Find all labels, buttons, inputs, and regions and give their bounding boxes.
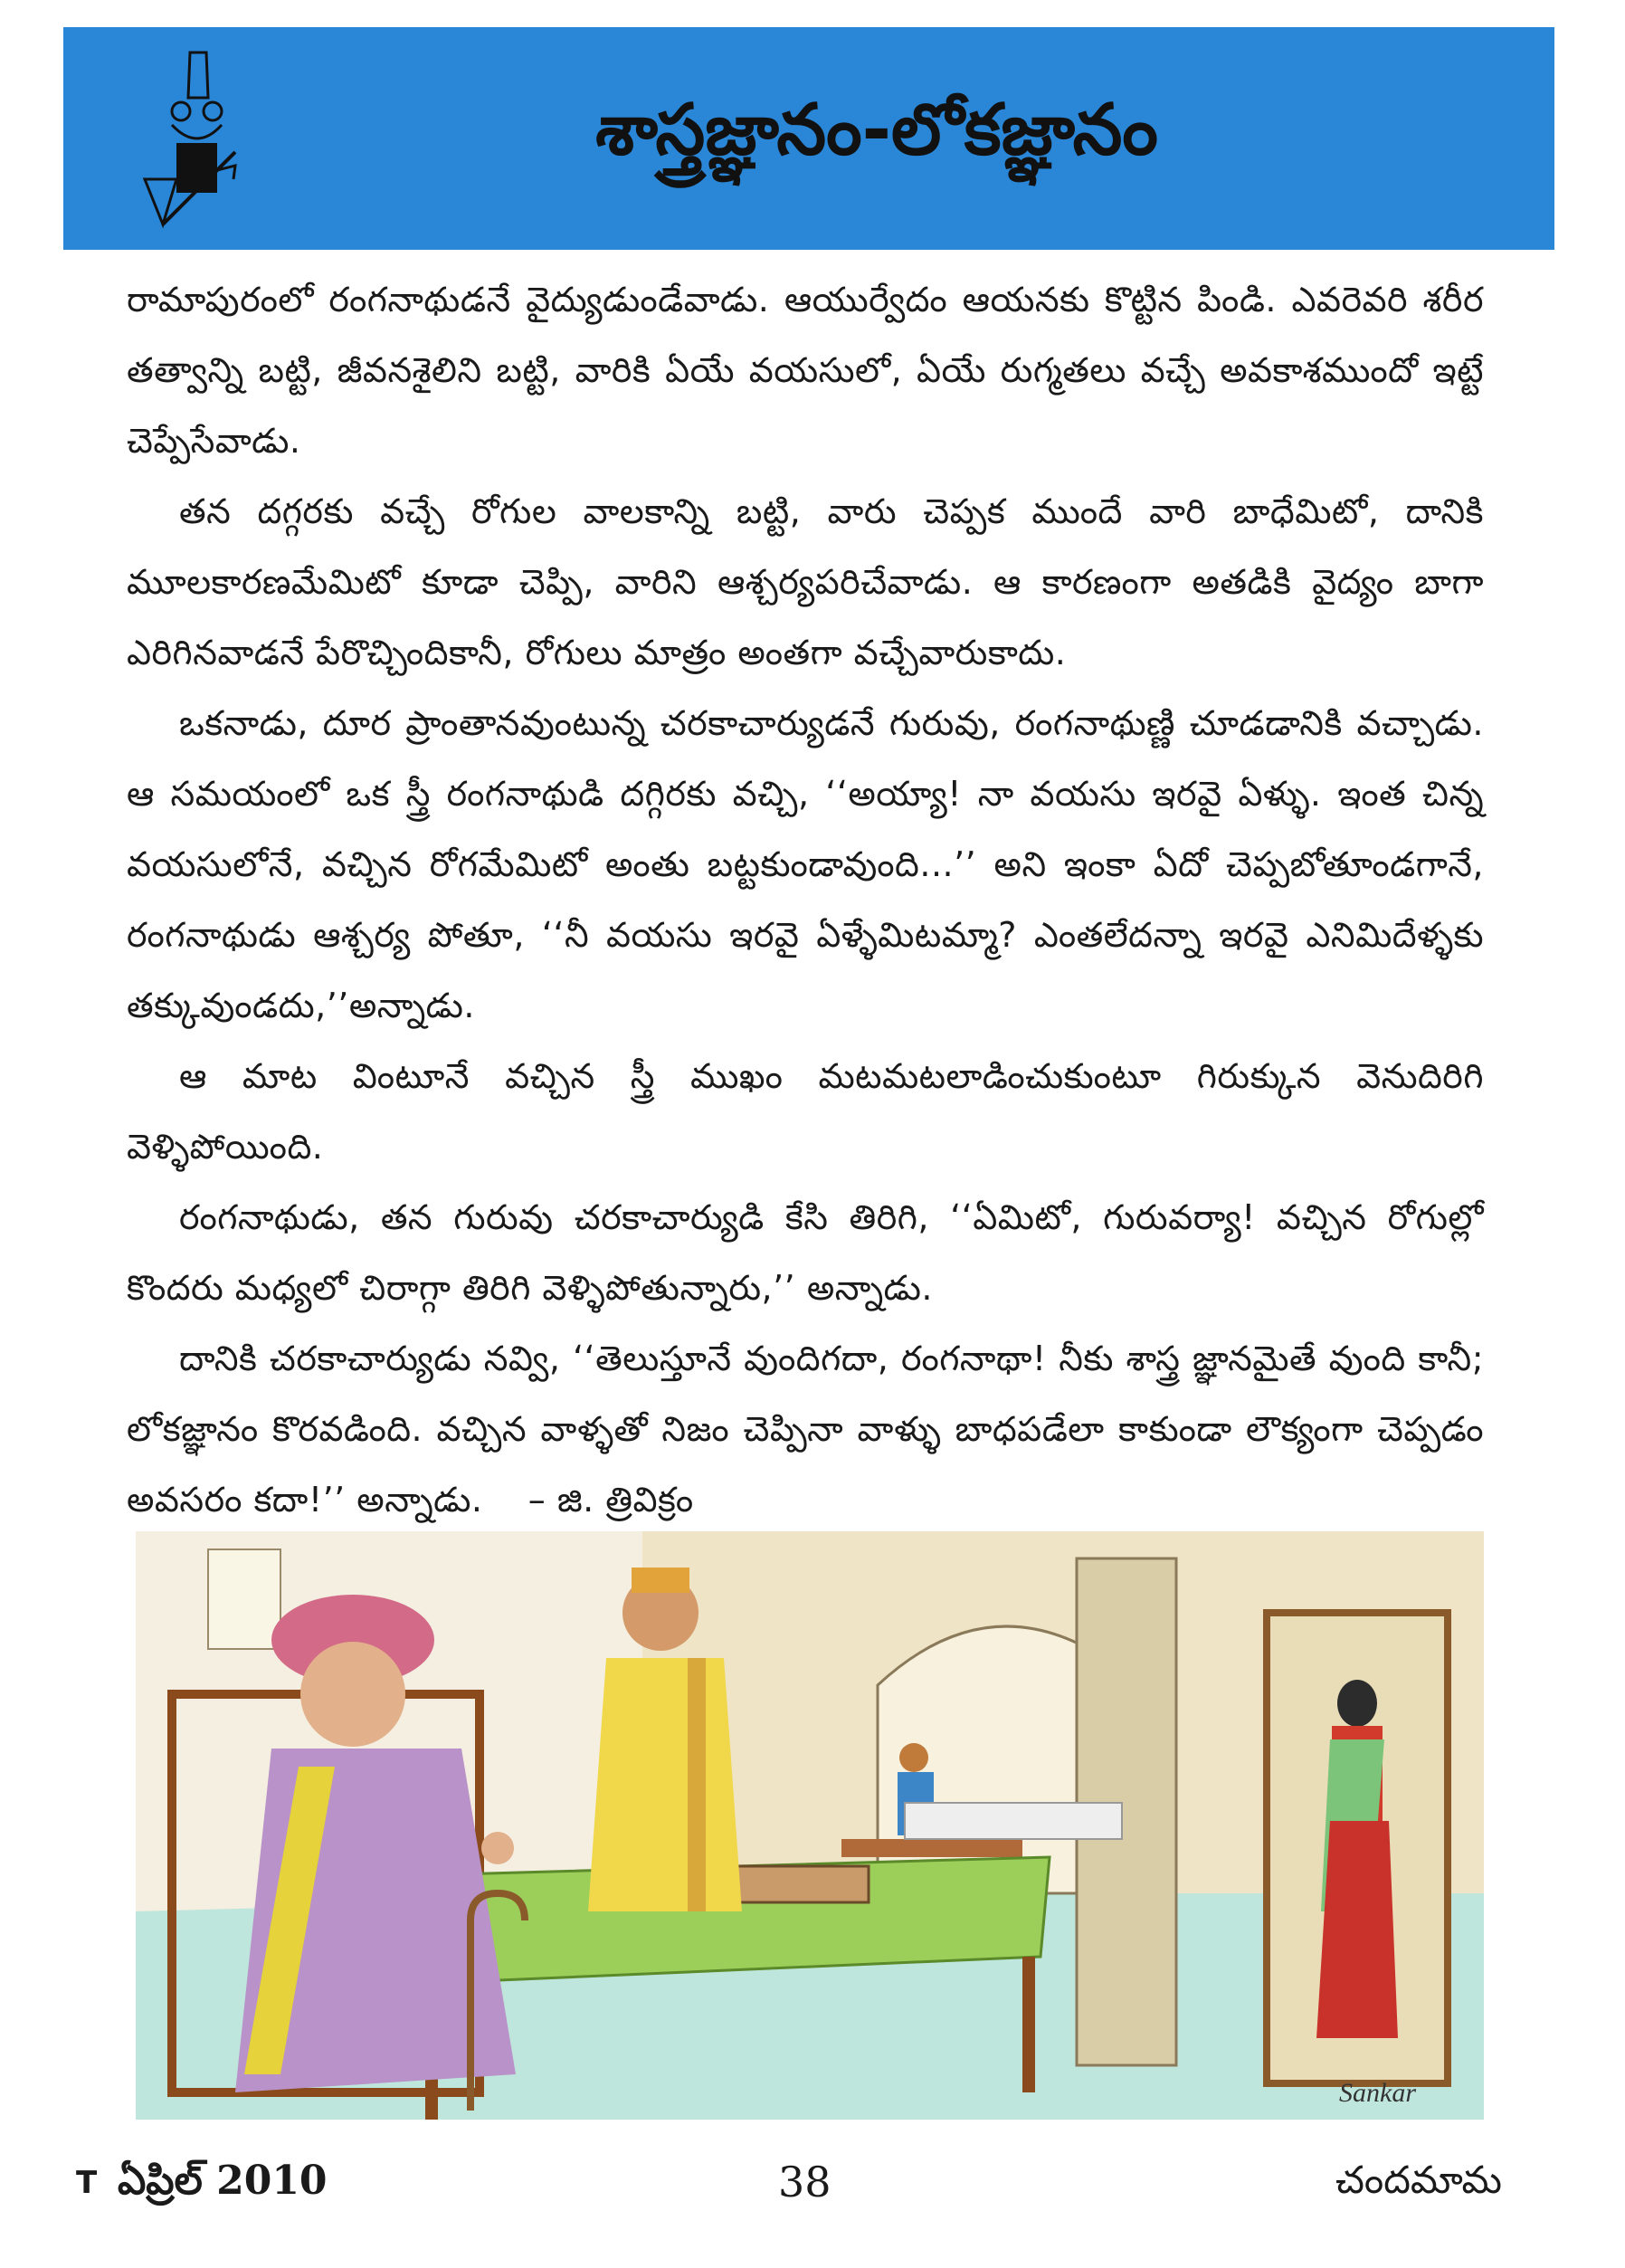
story-illustration [136, 1531, 1484, 2120]
story-body [127, 264, 1484, 1535]
story-paragraph: రంగనాథుడు, తన గురువు చరకాచార్యుడి కేసి తిరిగి, ‘‘ఏమిటో, గురువర్యా! వచ్చిన రోగుల్లో కొందరు మధ్యలో చిరాగ్గా తిరిగి వెళ్ళిపోతున్నారు,’’ అన్నాడు. [127, 1197, 1484, 1308]
story-title: శాస్త్రజ్ఞానం-లోకజ్ఞానం [595, 89, 1158, 171]
story-paragraph: దానికి చరకాచార్యుడు నవ్వి, ‘‘తెలుస్తూనే వుందిగదా, రంగనాథా! నీకు శాస్త్ర జ్ఞానమైతే వుంది కానీ; లోకజ్ఞానం కొరవడింది. వచ్చిన వాళ్ళతో నిజం చెప్పినా వాళ్ళు బాధపడేలా కాకుండా లౌక్యంగా చెప్పడం అవసరం కదా!’’ అన్నాడు. [127, 1339, 1484, 1520]
issue-date: ఏప్రిల్ 2010 [118, 2158, 328, 2204]
story-paragraph: ఆ మాట వింటూనే వచ్చిన స్త్రీ ముఖం మటమటలాడించుకుంటూ గిరుక్కున వెనుదిరిగి వెళ్ళిపోయింది. [127, 1056, 1484, 1167]
illustrator-signature: Sankar [1339, 2078, 1416, 2108]
story-paragraph: రామాపురంలో రంగనాథుడనే వైద్యుడుండేవాడు. ఆయుర్వేదం ఆయనకు కొట్టిన పిండి. ఎవరెవరి శరీర తత్వాన్ని బట్టి, జీవనశైలిని బట్టి, వారికి ఏయే వయసులో, ఏయే రుగ్మతలు వచ్చే అవకాశముందో ఇట్టే చెప్పేసేవాడు. [127, 280, 1484, 461]
magazine-name: చందమామ [1335, 2158, 1502, 2202]
story-paragraph: తన దగ్గరకు వచ్చే రోగుల వాలకాన్ని బట్టి, వారు చెప్పక ముందే వారి బాధేమిటో, దానికి మూలకారణమేమిటో కూడా చెప్పి, వారిని ఆశ్చర్యపరిచేవాడు. ఆ కారణంగా అతడికి వైద్యం బాగా ఎరిగినవాడనే పేరొచ్చిందికానీ, రోగులు మాత్రం అంతగా వచ్చేవారుకాదు. [127, 491, 1484, 672]
story-paragraph-last [127, 1323, 1484, 1535]
author-byline: – జి. త్రివిక్రం [527, 1480, 694, 1520]
title-banner [63, 27, 1554, 250]
story-paragraph: ఒకనాడు, దూర ప్రాంతానవుంటున్న చరకాచార్యుడనే గురువు, రంగనాథుణ్ణి చూడడానికి వచ్చాడు. ఆ సమయంలో ఒక స్త్రీ రంగనాథుడి దగ్గిరకు వచ్చి, ‘‘అయ్యా! నా వయసు ఇరవై ఏళ్ళు. ఇంత చిన్న వయసులోనే, వచ్చిన రోగమేమిటో అంతు బట్టకుండావుంది...’’ అని ఇంకా ఏదో చెప్పబోతూండగానే, రంగనాథుడు ఆశ్చర్య పోతూ, ‘‘నీ వయసు ఇరవై ఏళ్ళేమిటమ్మా? ఎంతలేదన్నా ఇరవై ఎనిమిదేళ్ళకు తక్కువుండదు,’’అన్నాడు. [127, 703, 1484, 1025]
footer-mark: T [76, 2165, 98, 2201]
page-number: 38 [778, 2158, 832, 2206]
